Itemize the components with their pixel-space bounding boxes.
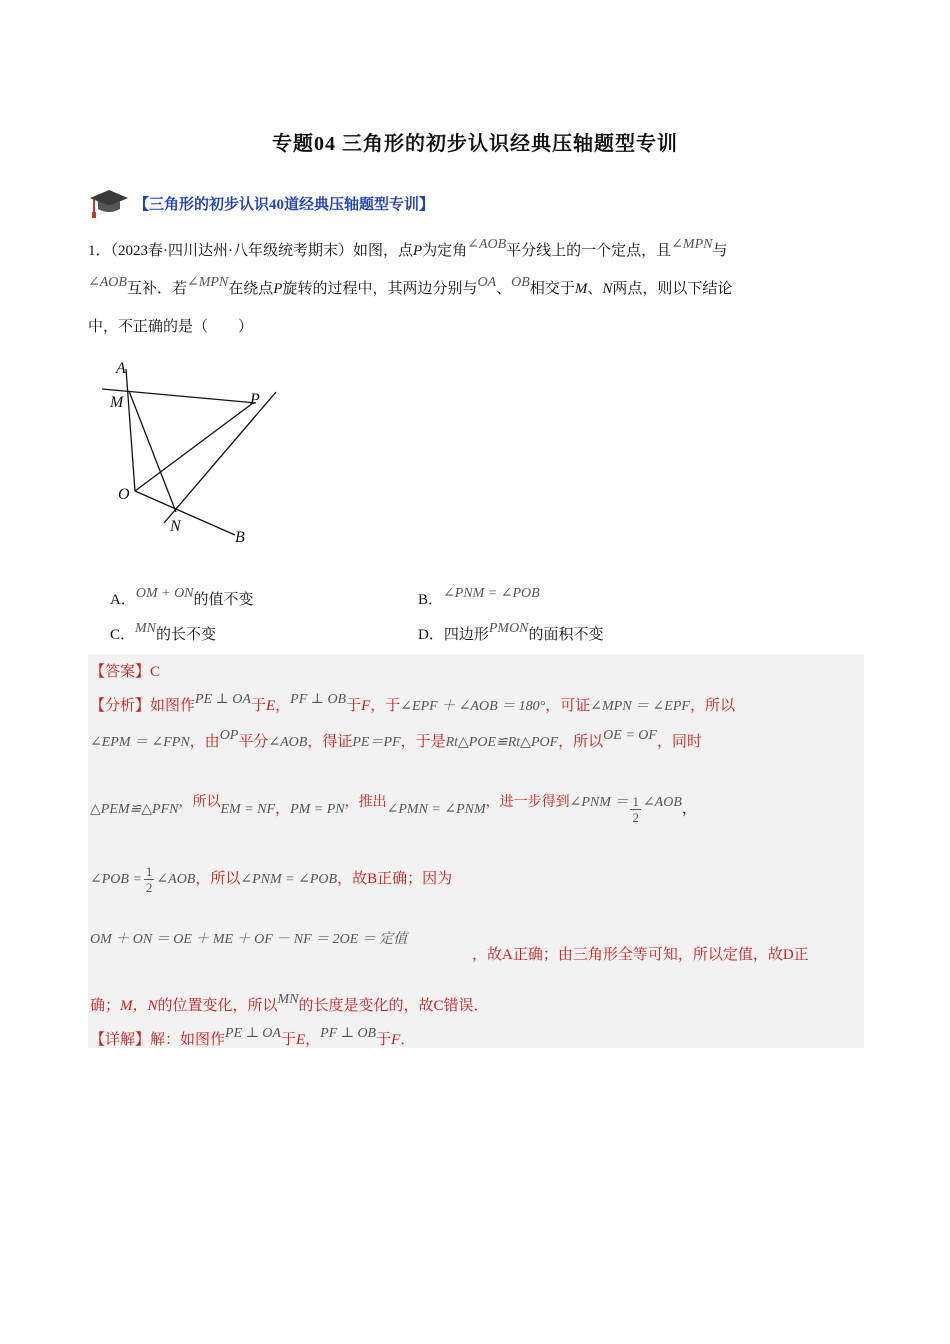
question-line-2: ∠AOB互补．若∠MPN在绕点P旋转的过程中，其两边分别与OA、OB相交于M、N两点，则以下结论: [88, 275, 733, 297]
page-title: 专题04 三角形的初步认识经典压轴题型专训: [272, 133, 678, 155]
label-p: P: [250, 391, 260, 408]
section-header: [88, 186, 434, 220]
option-a[interactable]: A．OM + ON的值不变: [110, 586, 254, 608]
answer-line: 【答案】C: [90, 664, 161, 680]
analysis-line-4: ∠POB = $\frac{1}{2}$ ∠AOB，所以∠PNM = ∠POB，故B正确；因为: [90, 864, 453, 895]
ray-oa: [126, 369, 135, 491]
label-a: A: [116, 360, 126, 377]
geometry-figure: [98, 355, 298, 555]
analysis-line-2: ∠EPM ＝ ∠FPN，由OP平分∠AOB，得证PE＝PF，于是Rt△POE≌Rt△POF，所以OE = OF，同时: [90, 728, 702, 750]
label-m: M: [110, 394, 124, 411]
graduation-cap-icon: [88, 186, 130, 220]
question-line-3: 中，不正确的是（ ）: [88, 319, 254, 335]
analysis-line-3: △PEM≌△PFN，所以EM = NF，PM = PN，推出∠PMN = ∠PNM，进一步得到∠PNM ＝ $\frac{1}{2}$ ∠AOB，: [90, 794, 697, 825]
fraction-half: $\frac{1}{2}$: [632, 794, 639, 825]
segment-op: [135, 403, 253, 491]
fraction-half-2: $\frac{1}{2}$: [145, 864, 153, 895]
analysis-line-5b: ，故A正确；由三角形全等可知，所以定值，故D正: [472, 947, 809, 963]
analysis-line-6: 确；M，N的位置变化，所以MN的长度是变化的，故C错误．: [90, 992, 489, 1014]
option-c[interactable]: C．MN的长不变: [110, 621, 217, 643]
analysis-line-1: 【分析】如图作PE ⊥ OA于E，PF ⊥ OB于F，于∠EPF ＋ ∠AOB ＝ 180°，可证∠MPN ＝ ∠EPF，所以: [90, 692, 735, 714]
question-line-1: 1．（2023春·四川达州·八年级统考期末）如图，点P为定角∠AOB平分线上的一个定点，且∠MPN与: [88, 237, 728, 259]
label-n: N: [170, 518, 181, 535]
option-b[interactable]: B．∠PNM = ∠POB: [418, 586, 540, 608]
label-b: B: [235, 529, 245, 546]
segment-mn: [129, 391, 176, 512]
section-heading: 【三角形的初步认识40道经典压轴题型专训】: [134, 197, 435, 213]
detail-line: 【详解】解：如图作PE ⊥ OA于E，PF ⊥ OB于F．: [90, 1026, 416, 1048]
analysis-line-5: OM ＋ ON ＝ OE ＋ ME ＋ OF － NF ＝ 2OE ＝ 定值: [90, 932, 408, 947]
label-o: O: [118, 486, 130, 503]
line-mp: [102, 389, 256, 403]
option-d[interactable]: D．四边形PMON的面积不变: [418, 621, 604, 643]
